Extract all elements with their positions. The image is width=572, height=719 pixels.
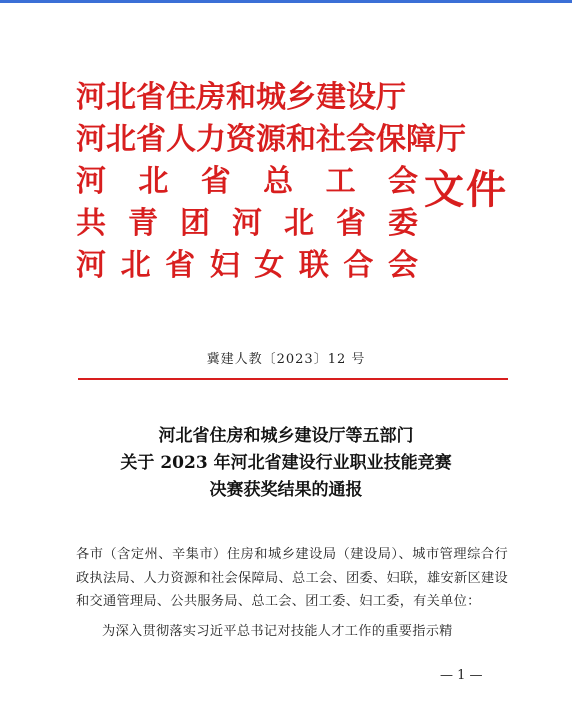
issuer-char: 河 — [232, 206, 262, 241]
document-title — [0, 423, 572, 504]
issuer-char: 北 — [138, 164, 169, 199]
red-divider — [78, 378, 508, 380]
issuer-char: 河 — [76, 164, 106, 199]
issuer-line-2: 河北省人力资源和社会保障厅 — [76, 122, 466, 157]
issuer-char: 北 — [284, 206, 314, 241]
issuer-char: 省 — [200, 164, 231, 199]
document-number: 冀建人教〔2023〕12 号 — [206, 352, 366, 367]
title-line-3: 决赛获奖结果的通报 — [209, 480, 363, 500]
issuer-line-1: 河北省住房和城乡建设厅 — [76, 80, 406, 115]
issuer-char: 女 — [254, 248, 285, 283]
document-page — [0, 3, 572, 719]
issuer-char: 联 — [298, 248, 329, 283]
issuer-char: 省 — [336, 206, 366, 241]
issuer-char: 合 — [343, 248, 374, 283]
issuer-char: 工 — [325, 164, 356, 199]
issuer-char: 会 — [387, 248, 418, 283]
document-body — [76, 543, 508, 643]
addressees: 各市（含定州、辛集市）住房和城乡建设局（建设局）、城市管理综合行政执法局、人力资源和社会保障局、总工会、团委、妇联，雄安新区建设和交通管理局、公共服务局、总工会、团工委、妇工委，有关单位： — [76, 547, 508, 609]
issuer-char: 青 — [128, 206, 158, 241]
issuer-line-3 — [76, 165, 418, 207]
title-line-1: 河北省住房和城乡建设厅等五部门 — [158, 426, 414, 446]
issuer-char: 省 — [165, 248, 196, 283]
issuer-line-4 — [76, 207, 418, 249]
document-suffix: 文件 — [424, 166, 508, 213]
issuer-char: 共 — [76, 206, 106, 241]
issuer-char: 总 — [263, 164, 294, 199]
issuer-char: 河 — [76, 248, 106, 283]
issuer-char: 会 — [387, 164, 418, 199]
issuer-char: 团 — [180, 206, 210, 241]
page-number: — 1 — — [440, 668, 483, 683]
issuer-line-5 — [76, 249, 418, 291]
issuer-char: 委 — [388, 206, 418, 241]
title-line-2: 关于 2023 年河北省建设行业职业技能竞赛 — [120, 453, 452, 473]
issuer-char: 北 — [120, 248, 151, 283]
body-paragraph: 为深入贯彻落实习近平总书记对技能人才工作的重要指示精 — [102, 623, 453, 639]
issuer-char: 妇 — [209, 248, 240, 283]
